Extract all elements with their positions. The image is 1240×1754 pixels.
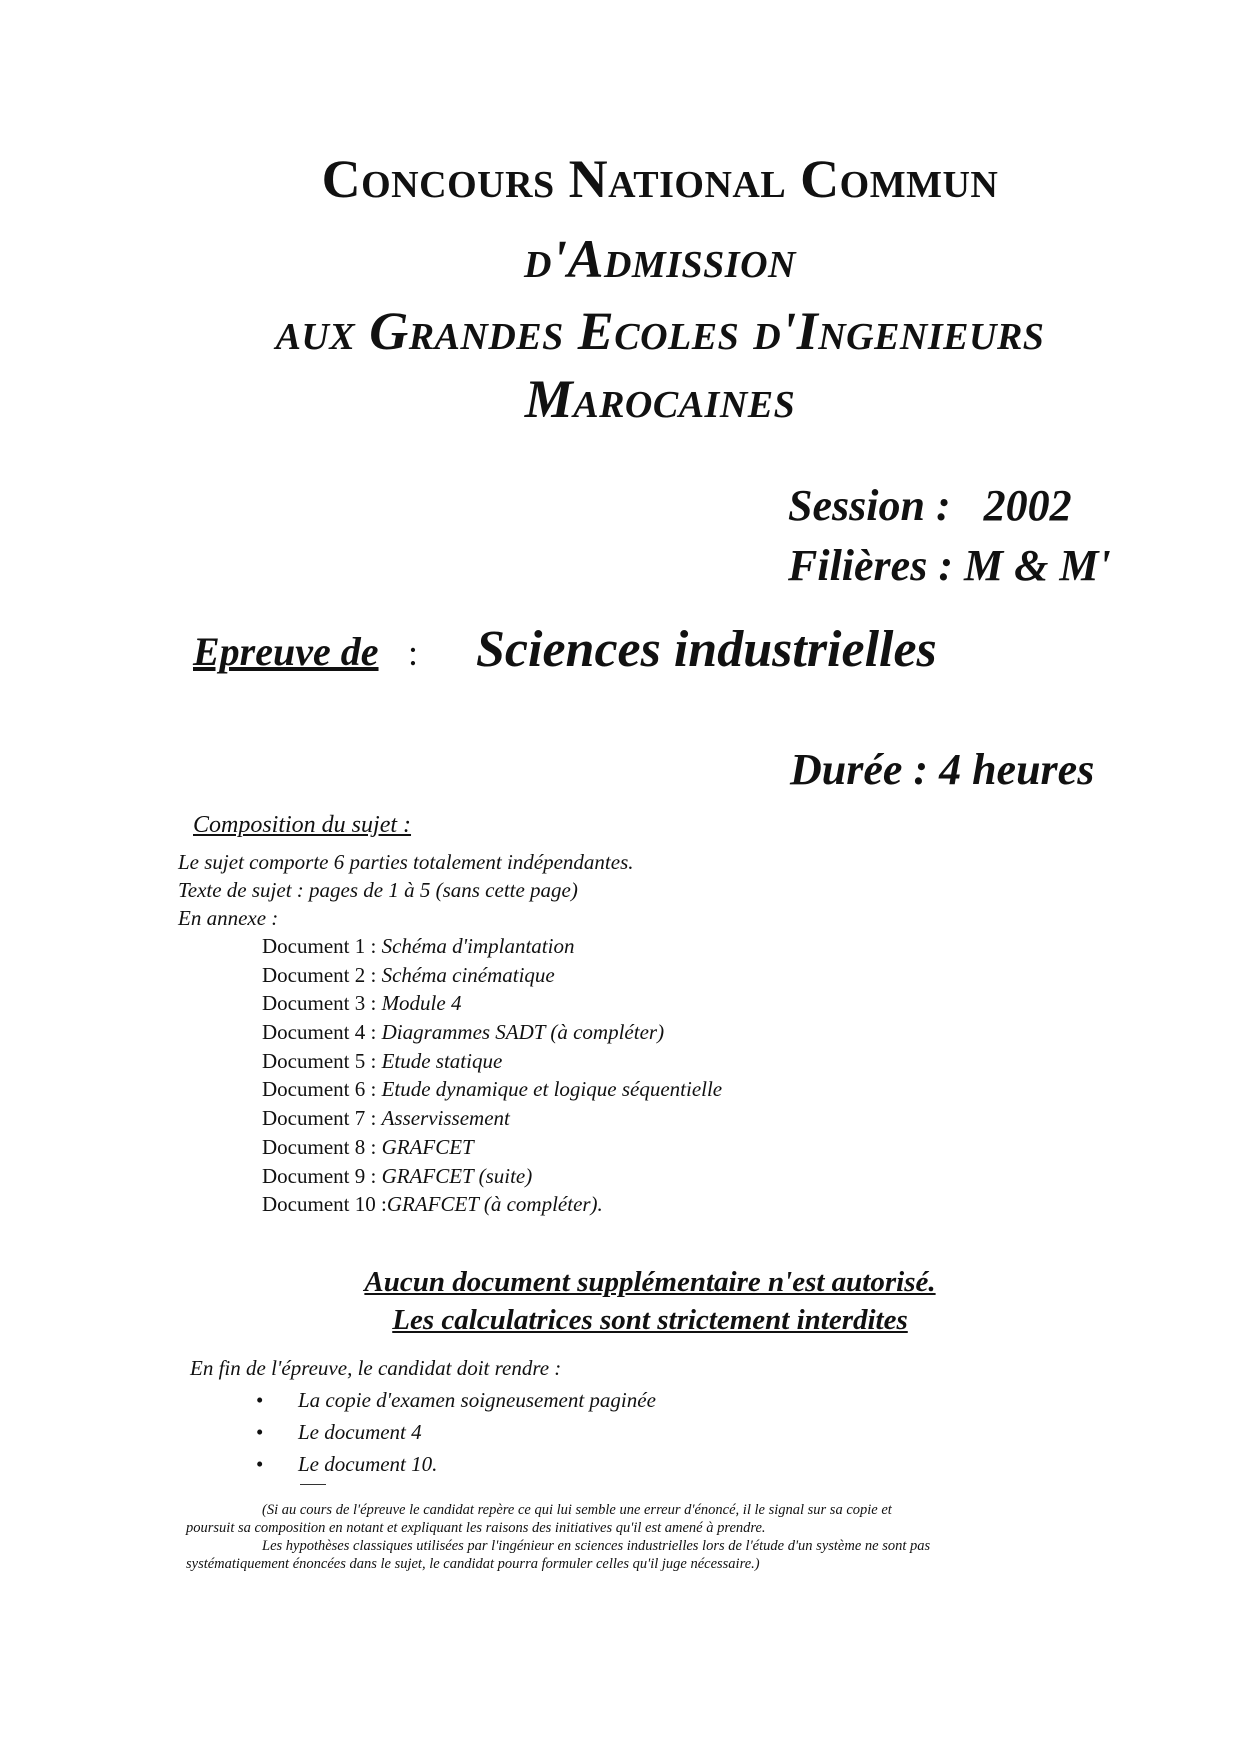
document-item [262,1020,722,1049]
document-name: Document 9 : [262,1163,377,1188]
footnote-line: (Si au cours de l'épreuve le candidat repère ce qui lui semble une erreur d'énoncé, il le signal sur sa copie et [262,1502,892,1518]
title-admission: d'Admission [524,229,796,289]
epreuve-subject: Sciences industrielles [476,621,937,678]
document-desc: Diagrammes SADT (à compléter) [381,1020,665,1045]
title-grandes-ecoles: aux Grandes Ecoles d'Ingenieurs [275,301,1045,361]
annex-document-list [262,934,722,1221]
document-desc: Schéma d'implantation [381,934,575,958]
composition-line: Texte de sujet : pages de 1 à 5 (sans cette page) [178,878,578,902]
rendre-item [256,1388,656,1420]
rendre-intro: En fin de l'épreuve, le candidat doit rendre : [190,1356,562,1380]
session-line [788,480,1072,531]
title-marocaines: Marocaines [524,369,796,429]
document-item [262,963,722,992]
notice-no-documents: Aucun document supplémentaire n'est autorisé. [364,1266,936,1298]
document-name: Document 6 : [262,1077,377,1102]
bullet-icon: • [256,1420,264,1444]
document-item [262,1135,722,1164]
rendre-item-text: Le document 10. [298,1452,438,1476]
document-desc: Asservissement [381,1106,510,1131]
document-desc: Module 4 [381,991,462,1016]
title-concours: Concours National Commun [321,149,999,209]
document-item [262,1164,722,1193]
document-item [262,1077,722,1106]
rendre-item [256,1452,656,1484]
document-desc: GRAFCET (à compléter). [386,1192,603,1217]
document-item [262,1106,722,1135]
footnote-line: Les hypothèses classiques utilisées par l'ingénieur en sciences industrielles lors de l'étude d'un système ne sont pas [262,1538,931,1554]
document-name: Document 5 : [262,1048,377,1073]
composition-line: Le sujet comporte 6 parties totalement indépendantes. [178,850,634,874]
document-desc: Etude dynamique et logique séquentielle [381,1077,723,1102]
document-item [262,1192,722,1221]
bullet-icon: • [256,1388,264,1412]
document-name: Document 1 : [262,934,377,958]
session-label: Session : [788,481,951,530]
document-desc: GRAFCET [381,1134,474,1159]
document-item [262,934,722,963]
composition-line: En annexe : [178,906,279,930]
rendre-list [256,1388,656,1484]
document-desc: Schéma cinématique [381,962,555,987]
document-name: Document 7 : [262,1106,377,1131]
document-name: Document 10 : [262,1192,387,1217]
document-name: Document 2 : [262,962,377,987]
document-name: Document 8 : [262,1134,377,1159]
epreuve-colon: : [408,633,419,673]
footnote-line: systématiquement énoncées dans le sujet, le candidat pourra formuler celles qu'il juge nécessaire.) [186,1556,760,1572]
bullet-icon: • [256,1452,264,1476]
separator-dash [300,1484,326,1485]
document-name: Document 4 : [262,1020,377,1045]
document-desc: Etude statique [381,1048,503,1073]
document-desc: GRAFCET (suite) [381,1163,533,1188]
rendre-item [256,1420,656,1452]
footnote-line: poursuit sa composition en notant et expliquant les raisons des initiatives qu'il est amené à prendre. [186,1520,766,1536]
document-item [262,1049,722,1078]
rendre-item-text: Le document 4 [298,1420,422,1444]
document-name: Document 3 : [262,991,377,1016]
session-year: 2002 [983,481,1072,530]
notice-no-calculators: Les calculatrices sont strictement interdites [392,1304,908,1336]
filieres-line: Filières : M & M' [788,541,1111,590]
epreuve-label: Epreuve de [193,629,379,674]
document-item [262,991,722,1020]
composition-heading: Composition du sujet : [193,812,412,838]
duree-line: Durée : 4 heures [790,745,1095,794]
rendre-item-text: La copie d'examen soigneusement paginée [298,1388,656,1412]
